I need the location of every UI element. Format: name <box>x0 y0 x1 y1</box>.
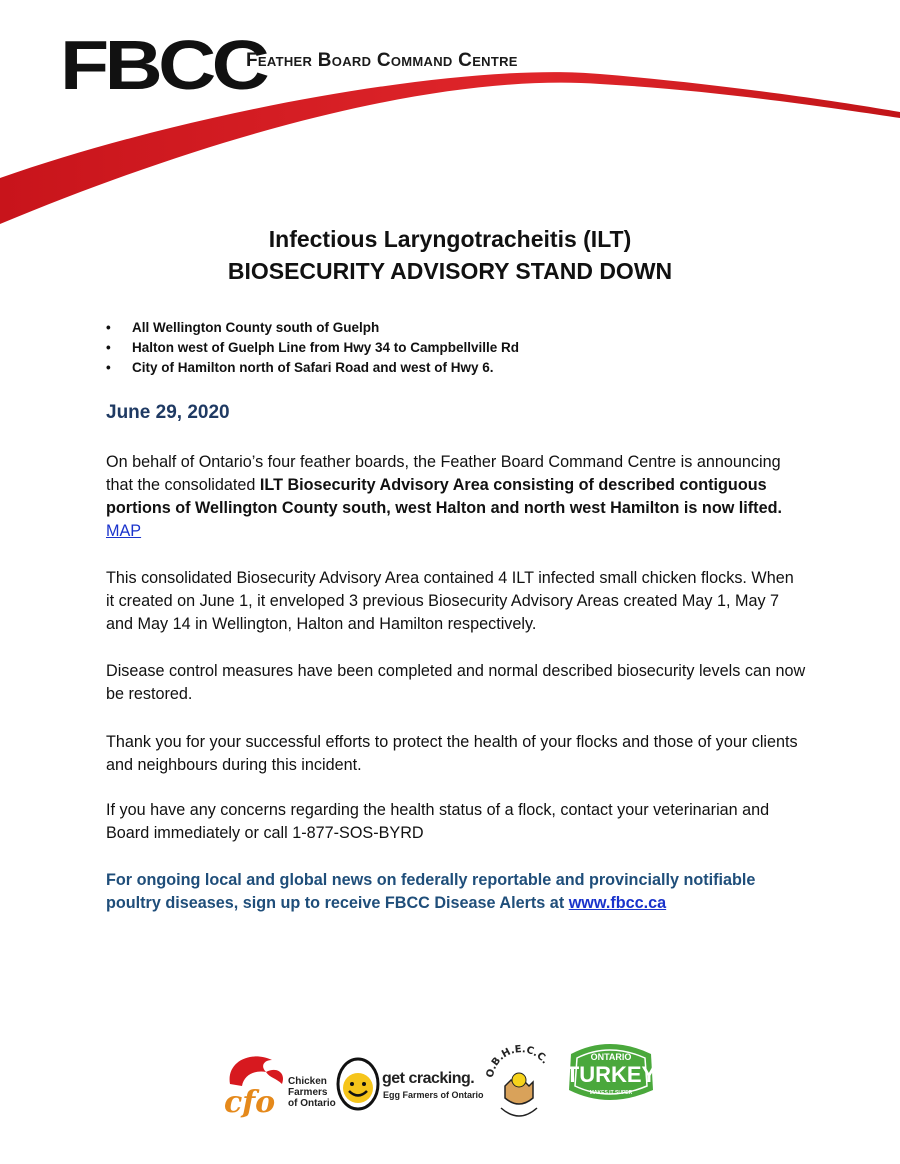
obhecc-logo <box>485 1038 555 1128</box>
list-item: • City of Hamilton north of Safari Road and west of Hwy 6. <box>106 358 519 378</box>
fbcc-logo: FBCC <box>60 26 266 104</box>
svg-text:MAKES IT SUPER: MAKES IT SUPER <box>589 1090 633 1096</box>
paragraph-background: This consolidated Biosecurity Advisory Area contained 4 ILT infected small chicken flocks. When it created on June 1, it enveloped 3 previous Biosecurity Advisory Areas created May 1, May 7 and May 14 in Wellington, Halton and Hamilton respectively. <box>106 569 794 633</box>
organization-name: Feather Board Command Centre <box>246 50 518 71</box>
advisory-title: Infectious Laryngotracheitis (ILT) <box>268 226 632 252</box>
paragraph-contact: If you have any concerns regarding the health status of a flock, contact your veterinarian and Board immediately or call 1-877-SOS-BYRD <box>106 801 770 842</box>
ontario-turkey-logo <box>563 1034 658 1114</box>
fbcc-website-link[interactable]: www.fbcc.ca <box>568 894 667 912</box>
bullet-icon: • <box>106 340 111 355</box>
advisory-subtitle: BIOSECURITY ADVISORY STAND DOWN <box>227 258 673 284</box>
letterhead <box>0 0 900 240</box>
svg-text:cfo: cfo <box>224 1085 276 1120</box>
get-cracking-title: get cracking. <box>382 1070 475 1087</box>
map-link[interactable]: MAP <box>106 522 142 540</box>
affected-areas-list <box>106 318 519 378</box>
list-item: • All Wellington County south of Guelph <box>106 318 519 338</box>
paragraph-alerts: For ongoing local and global news on federally reportable and provincially notifiable poultry diseases, sign up to receive FBCC Disease Alerts at www.fbcc.ca <box>106 871 756 912</box>
smiling-egg-icon <box>334 1052 384 1112</box>
cfo-logo <box>220 1044 290 1124</box>
list-item: • Halton west of Guelph Line from Hwy 34 to Campbellville Rd <box>106 338 519 358</box>
svg-text:O.B.H.E.C.C.: O.B.H.E.C.C. <box>485 1044 551 1079</box>
cfo-name: Chicken Farmers of Ontario <box>288 1076 336 1109</box>
paragraph-measures: Disease control measures have been completed and normal described biosecurity levels can now be restored. <box>106 662 806 703</box>
paragraph-thanks: Thank you for your successful efforts to protect the health of your flocks and those of your clients and neighbours during this incident. <box>106 733 798 774</box>
egg-farmers-name: Egg Farmers of Ontario <box>383 1090 484 1100</box>
svg-text:TURKEY: TURKEY <box>565 1062 657 1087</box>
svg-text:ONTARIO: ONTARIO <box>590 1052 632 1062</box>
partner-logos <box>220 1030 670 1150</box>
bullet-icon: • <box>106 360 111 375</box>
paragraph-announcement: On behalf of Ontario’s four feather boards, the Feather Board Command Centre is announcing that the consolidated ILT Biosecurity Advisory Area consisting of described contiguous portions of Wellington County south, west Halton and north west Hamilton is now lifted. MAP <box>106 453 782 540</box>
release-date: June 29, 2020 <box>106 402 230 423</box>
bullet-icon: • <box>106 320 111 335</box>
